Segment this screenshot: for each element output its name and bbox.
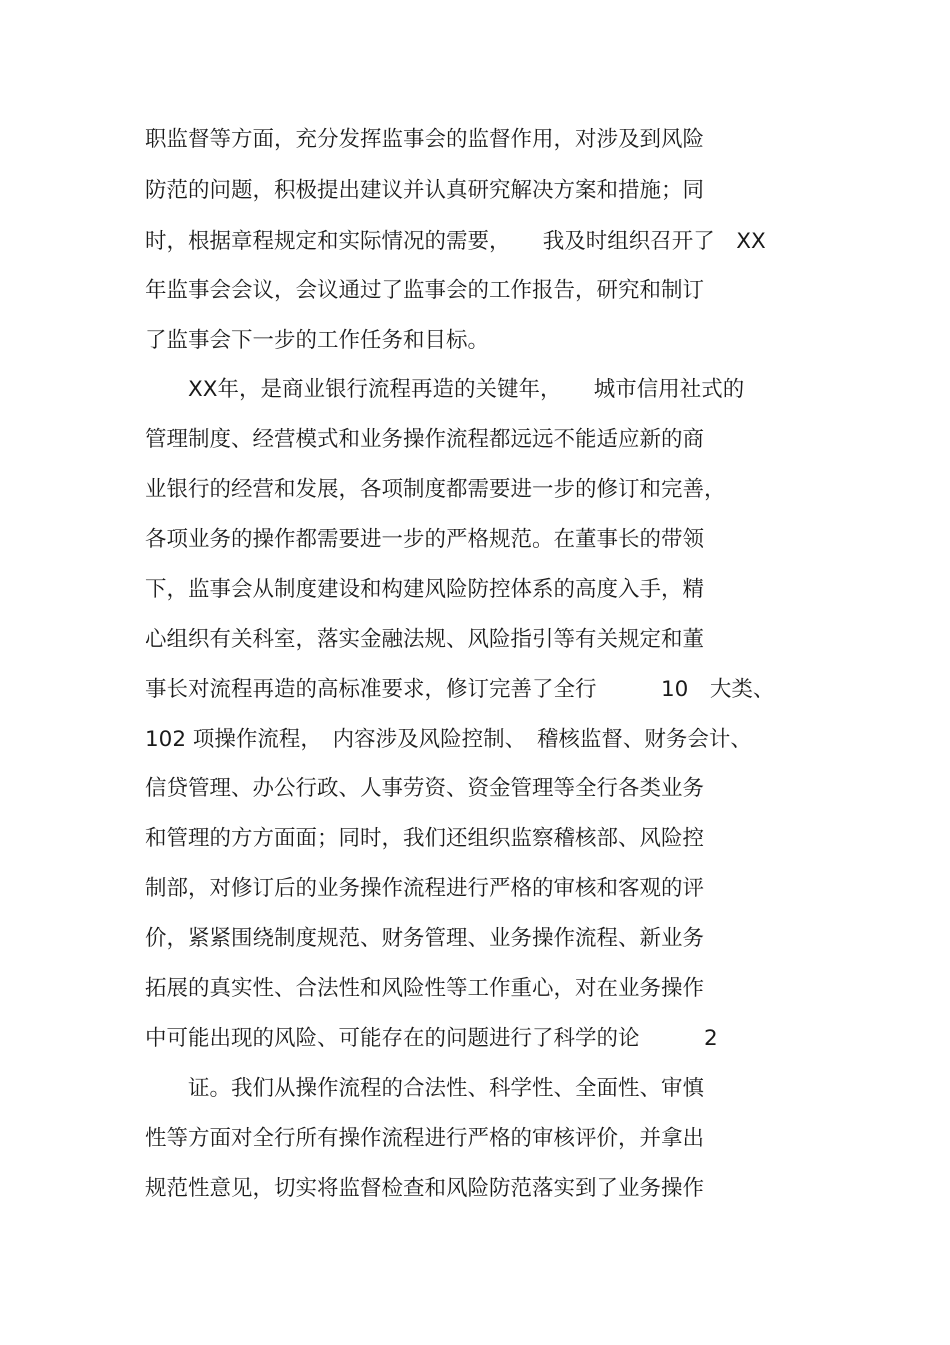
text-line: 102 项操作流程， 内容涉及风险控制、 稽核监督、财务会计、 <box>145 727 752 752</box>
text-line: 了监事会下一步的工作任务和目标。 <box>145 328 490 353</box>
text-line: 事长对流程再造的高标准要求，修订完善了全行 10 大类、 <box>145 677 775 702</box>
text-line: 和管理的方方面面；同时，我们还组织监察稽核部、风险控 <box>145 826 705 851</box>
text-line: 价，紧紧围绕制度规范、财务管理、业务操作流程、新业务 <box>145 926 705 951</box>
text-line: XX年，是商业银行流程再造的关键年， 城市信用社式的 <box>145 377 745 402</box>
text-line: 性等方面对全行所有操作流程进行严格的审核评价，并拿出 <box>145 1126 705 1151</box>
text-line: 业银行的经营和发展，各项制度都需要进一步的修订和完善， <box>145 477 726 502</box>
text-line: 信贷管理、办公行政、人事劳资、资金管理等全行各类业务 <box>145 776 705 801</box>
text-line: 中可能出现的风险、可能存在的问题进行了科学的论 2 <box>145 1026 718 1051</box>
text-line: 管理制度、经营模式和业务操作流程都远远不能适应新的商 <box>145 427 705 452</box>
text-line: 制部，对修订后的业务操作流程进行严格的审核和客观的评 <box>145 876 705 901</box>
text-line: 时，根据章程规定和实际情况的需要， 我及时组织召开了 XX <box>145 229 766 254</box>
text-line: 下，监事会从制度建设和构建风险防控体系的高度入手，精 <box>145 577 705 602</box>
text-line: 职监督等方面，充分发挥监事会的监督作用，对涉及到风险 <box>145 127 705 152</box>
text-line: 年监事会会议，会议通过了监事会的工作报告，研究和制订 <box>145 278 705 303</box>
text-line: 证。我们从操作流程的合法性、科学性、全面性、审慎 <box>145 1076 705 1101</box>
text-line: 心组织有关科室，落实金融法规、风险指引等有关规定和董 <box>145 627 705 652</box>
text-line: 防范的问题，积极提出建议并认真研究解决方案和措施；同 <box>145 178 705 203</box>
text-line: 拓展的真实性、合法性和风险性等工作重心，对在业务操作 <box>145 976 705 1001</box>
text-line: 各项业务的操作都需要进一步的严格规范。在董事长的带领 <box>145 527 705 552</box>
text-line: 规范性意见，切实将监督检查和风险防范落实到了业务操作 <box>145 1176 705 1201</box>
